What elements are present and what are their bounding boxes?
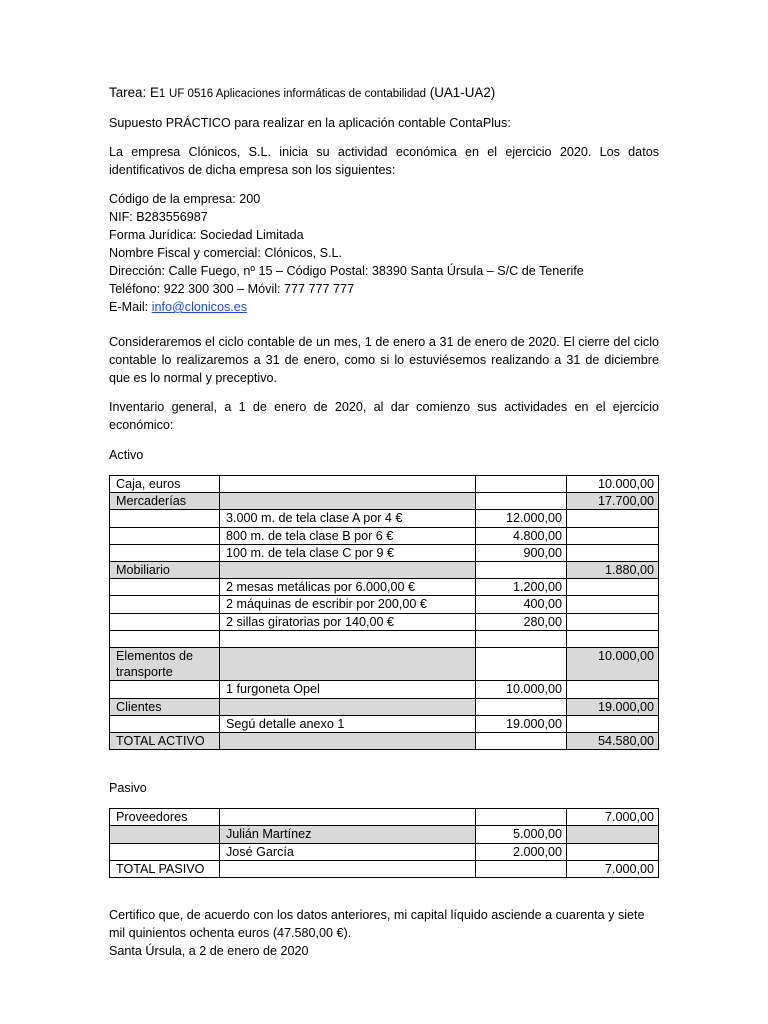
table-row: [110, 527, 659, 544]
inventory-paragraph: Inventario general, a 1 de enero de 2020, al dar comienzo sus actividades en el ejercicio económico:: [109, 400, 659, 432]
task-code: E: [149, 85, 159, 100]
table-row: [110, 562, 659, 579]
table-cell: 19.000,00: [476, 715, 567, 732]
table-cell: [220, 493, 476, 510]
table-row: [110, 613, 659, 630]
activo-table: [109, 475, 659, 750]
table-cell: TOTAL PASIVO: [110, 860, 220, 877]
table-row: [110, 510, 659, 527]
table-cell: [110, 596, 220, 613]
table-row: [110, 630, 659, 647]
company-address: Dirección: Calle Fuego, nº 15 – Código Postal: 38390 Santa Úrsula – S/C de Tenerife: [109, 264, 584, 278]
table-cell: Elementos de transporte: [110, 648, 220, 681]
table-cell: TOTAL ACTIVO: [110, 733, 220, 750]
table-cell: [220, 809, 476, 826]
activo-heading: Activo: [109, 448, 144, 462]
table-row: [110, 860, 659, 877]
table-cell: 100 m. de tela clase C por 9 €: [220, 544, 476, 561]
company-legal-form: Forma Jurídica: Sociedad Limitada: [109, 228, 304, 242]
table-cell: [220, 698, 476, 715]
table-cell: [567, 613, 659, 630]
cycle-paragraph: Consideraremos el ciclo contable de un mes, 1 de enero a 31 de enero de 2020. El cierre del ciclo contable lo realizaremos a 31 de enero, como si lo estuviésemos realizando a 31 de diciembre que es lo normal y preceptivo.: [109, 335, 659, 385]
table-cell: 1 furgoneta Opel: [220, 681, 476, 698]
table-row: [110, 733, 659, 750]
table-cell: [476, 733, 567, 750]
table-cell: [567, 826, 659, 843]
email-link[interactable]: info@clonicos.es: [151, 300, 248, 314]
table-cell: [220, 630, 476, 647]
table-cell: [110, 715, 220, 732]
table-cell: [110, 510, 220, 527]
table-cell: [567, 579, 659, 596]
table-cell: [220, 562, 476, 579]
table-cell: [567, 510, 659, 527]
company-code: Código de la empresa: 200: [109, 192, 261, 206]
table-cell: Mercaderías: [110, 493, 220, 510]
table-cell: 2 máquinas de escribir por 200,00 €: [220, 596, 476, 613]
table-cell: 2 sillas giratorias por 140,00 €: [220, 613, 476, 630]
task-course-title: UF 0516 Aplicaciones informáticas de contabilidad: [169, 88, 427, 100]
table-cell: 12.000,00: [476, 510, 567, 527]
table-cell: [476, 809, 567, 826]
table-row: [110, 826, 659, 843]
certify-paragraph: Certifico que, de acuerdo con los datos anteriores, mi capital líquido asciende a cuarenta y siete mil quinientos ochenta euros (47.580,00 €).: [109, 908, 645, 941]
company-details: [109, 190, 659, 316]
table-cell: 10.000,00: [567, 648, 659, 681]
email-label: E-Mail:: [109, 300, 149, 314]
table-cell: [220, 860, 476, 877]
table-cell: [220, 648, 476, 681]
table-row: [110, 579, 659, 596]
table-row: [110, 698, 659, 715]
company-phone: Teléfono: 922 300 300 – Móvil: 777 777 777: [109, 282, 355, 296]
table-row: [110, 648, 659, 681]
document-page: [109, 84, 659, 960]
table-cell: Caja, euros: [110, 476, 220, 493]
intro-paragraph: La empresa Clónicos, S.L. inicia su actividad económica en el ejercicio 2020. Los datos identificativos de dicha empresa son los siguientes:: [109, 145, 659, 177]
table-cell: [567, 843, 659, 860]
table-cell: [220, 476, 476, 493]
table-row: [110, 493, 659, 510]
table-cell: Mobiliario: [110, 562, 220, 579]
table-cell: [110, 826, 220, 843]
table-cell: 54.580,00: [567, 733, 659, 750]
table-cell: 2 mesas metálicas por 6.000,00 €: [220, 579, 476, 596]
table-cell: 17.700,00: [567, 493, 659, 510]
table-row: [110, 476, 659, 493]
table-cell: 800 m. de tela clase B por 6 €: [220, 527, 476, 544]
table-cell: [476, 493, 567, 510]
company-name: Nombre Fiscal y comercial: Clónicos, S.L.: [109, 246, 343, 260]
table-cell: 1.880,00: [567, 562, 659, 579]
task-units: (UA1-UA2): [429, 85, 496, 100]
table-cell: 19.000,00: [567, 698, 659, 715]
table-row: [110, 809, 659, 826]
table-cell: 1.200,00: [476, 579, 567, 596]
task-label: Tarea:: [109, 85, 147, 100]
table-cell: [567, 715, 659, 732]
table-cell: [476, 698, 567, 715]
table-cell: [110, 527, 220, 544]
pasivo-heading: Pasivo: [109, 781, 147, 796]
task-title: [109, 84, 659, 103]
table-cell: [476, 860, 567, 877]
company-email-line: [109, 298, 659, 316]
table-cell: 7.000,00: [567, 809, 659, 826]
subtitle: Supuesto PRÁCTICO para realizar en la aplicación contable ContaPlus:: [109, 116, 511, 130]
table-cell: 3.000 m. de tela clase A por 4 €: [220, 510, 476, 527]
table-cell: José García: [220, 843, 476, 860]
table-cell: [110, 681, 220, 698]
signature-line: Santa Úrsula, a 2 de enero de 2020: [109, 944, 309, 959]
table-cell: [220, 733, 476, 750]
table-cell: 10.000,00: [567, 476, 659, 493]
table-cell: Julián Martínez: [220, 826, 476, 843]
table-cell: 900,00: [476, 544, 567, 561]
table-cell: [110, 630, 220, 647]
table-cell: [476, 648, 567, 681]
task-code-num: 1: [158, 88, 166, 100]
table-cell: [110, 613, 220, 630]
table-cell: [567, 630, 659, 647]
table-cell: 280,00: [476, 613, 567, 630]
table-row: [110, 715, 659, 732]
table-cell: 5.000,00: [476, 826, 567, 843]
table-cell: [110, 843, 220, 860]
table-cell: 7.000,00: [567, 860, 659, 877]
table-cell: Segú detalle anexo 1: [220, 715, 476, 732]
table-cell: [567, 527, 659, 544]
table-cell: [476, 630, 567, 647]
table-cell: 4.800,00: [476, 527, 567, 544]
table-row: [110, 681, 659, 698]
table-row: [110, 544, 659, 561]
table-cell: 10.000,00: [476, 681, 567, 698]
pasivo-table: [109, 808, 659, 878]
table-cell: 2.000,00: [476, 843, 567, 860]
table-cell: [567, 544, 659, 561]
table-cell: [567, 596, 659, 613]
table-cell: Clientes: [110, 698, 220, 715]
table-cell: [476, 562, 567, 579]
table-cell: [567, 681, 659, 698]
table-row: [110, 843, 659, 860]
table-cell: [110, 579, 220, 596]
company-nif: NIF: B283556987: [109, 210, 208, 224]
table-cell: 400,00: [476, 596, 567, 613]
table-cell: [476, 476, 567, 493]
table-row: [110, 596, 659, 613]
table-cell: [110, 544, 220, 561]
table-cell: Proveedores: [110, 809, 220, 826]
